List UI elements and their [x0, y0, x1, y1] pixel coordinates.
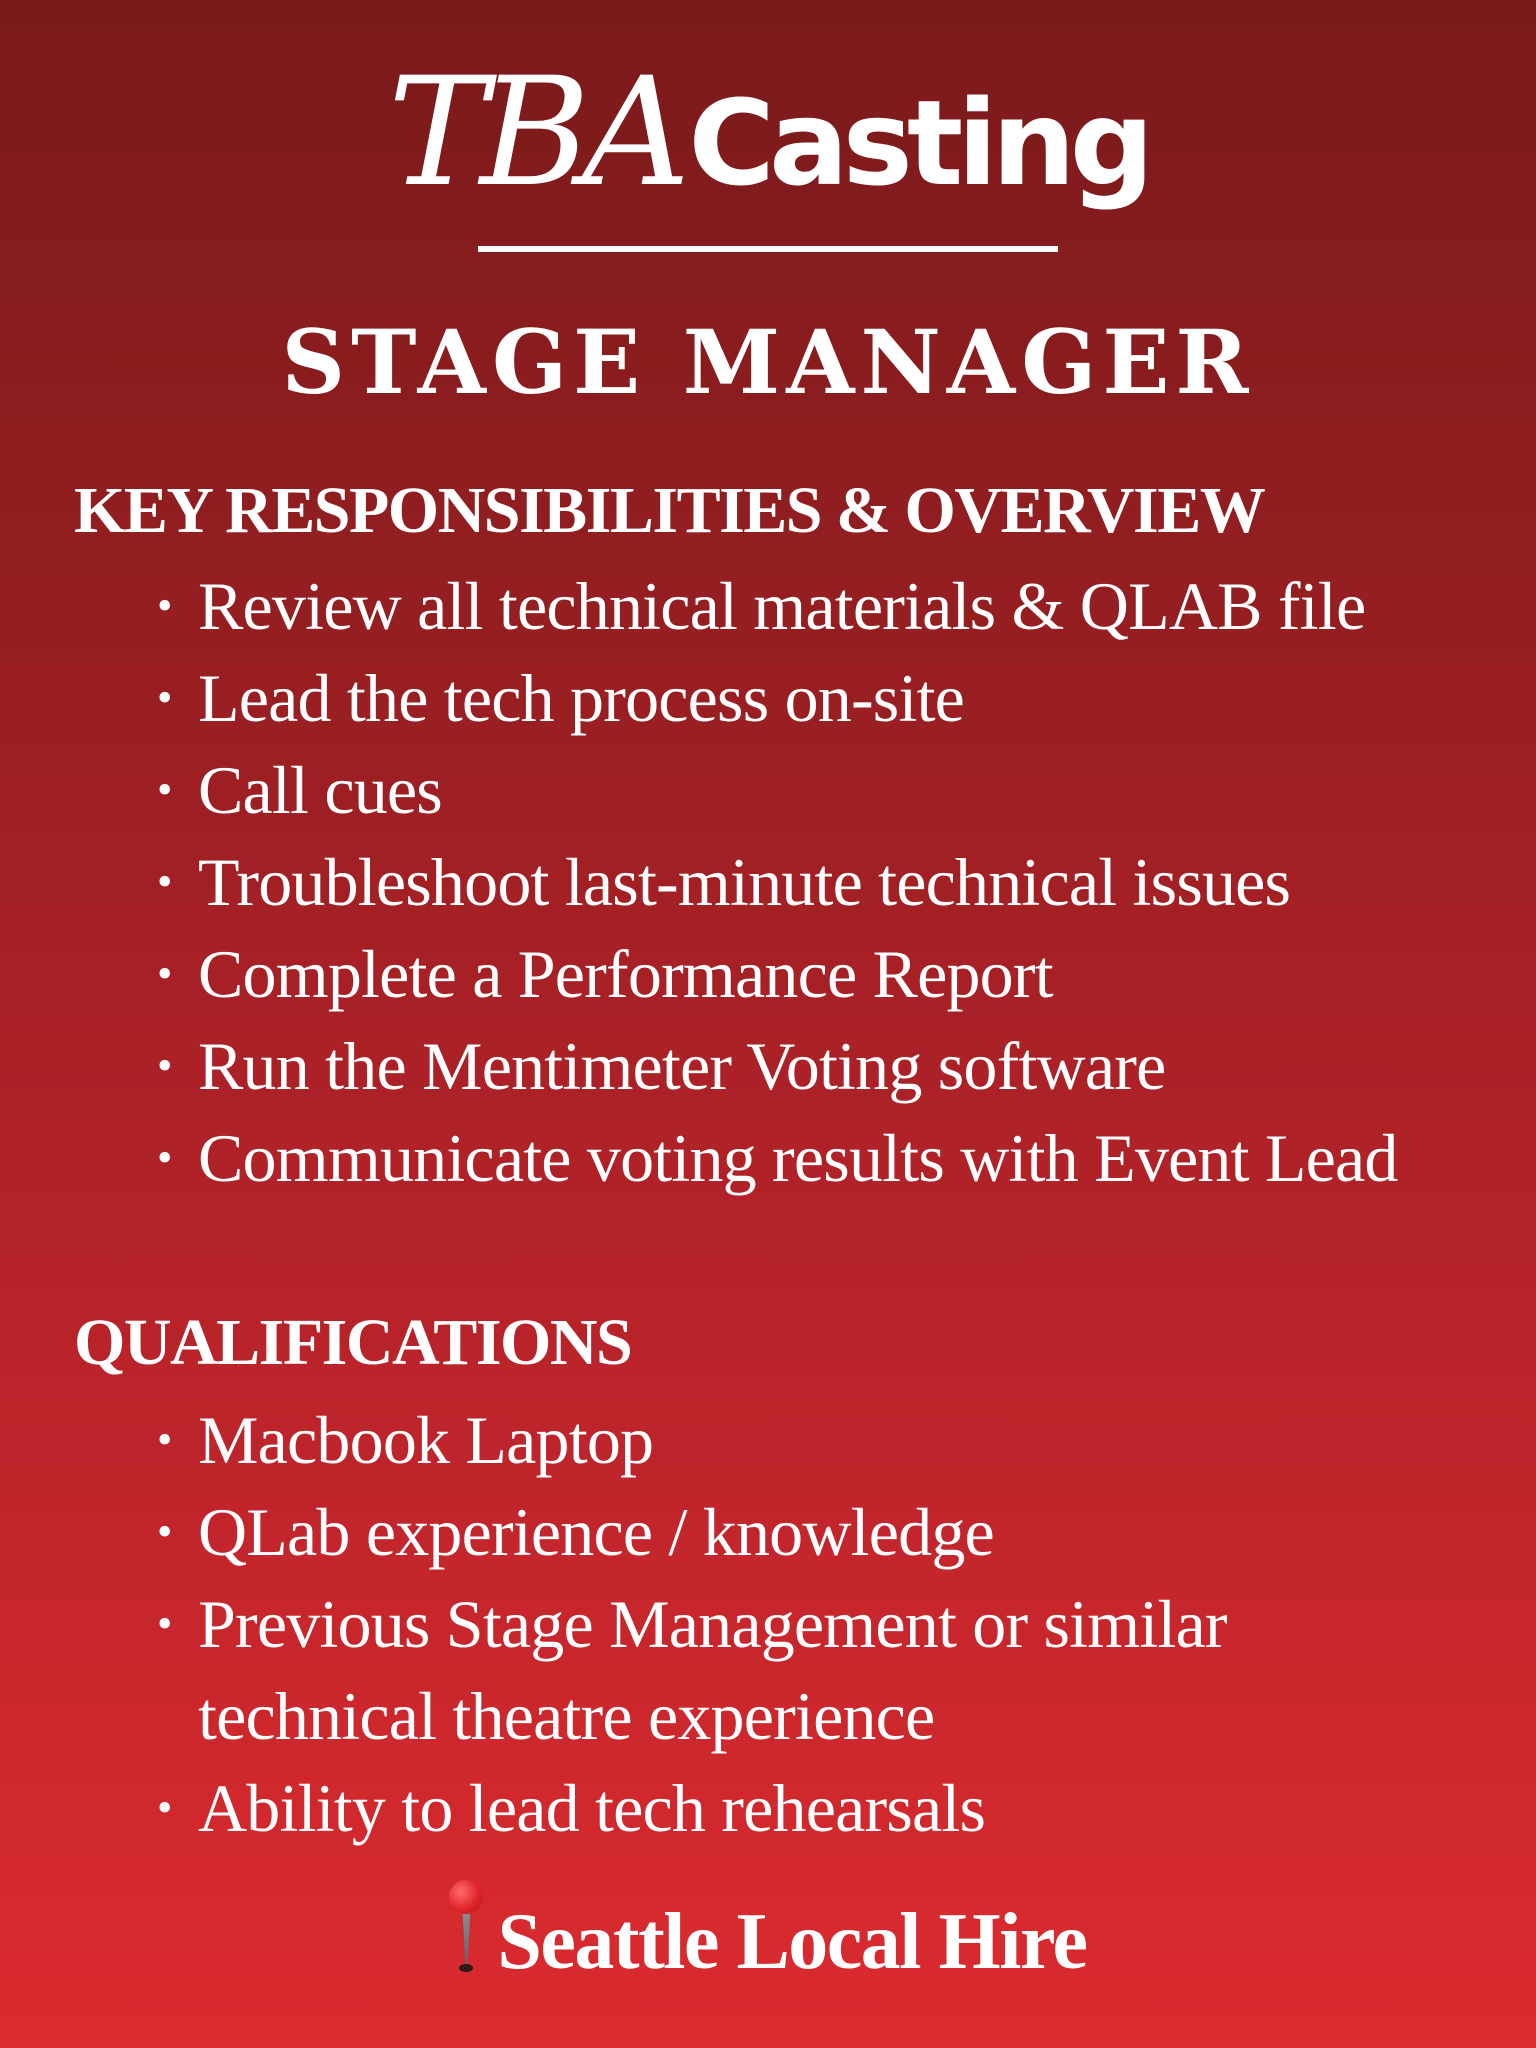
- list-item-continuation: [0, 1670, 1536, 1762]
- bullet-icon: •: [157, 1599, 172, 1648]
- list-item-text: Macbook Laptop: [198, 1402, 654, 1478]
- list-item-text: Previous Stage Management or similar: [198, 1586, 1227, 1662]
- list-item: [0, 1486, 1536, 1578]
- bullet-icon: •: [157, 581, 172, 630]
- list-item-text: Call cues: [198, 752, 442, 828]
- bullet-icon: •: [157, 1415, 172, 1464]
- bullet-icon: •: [157, 1133, 172, 1182]
- list-item-text: Troubleshoot last-minute technical issues: [198, 844, 1291, 920]
- bullet-icon: •: [157, 1507, 172, 1556]
- list-item: [0, 652, 1536, 744]
- brand-logo: [0, 46, 1536, 220]
- job-title: STAGE MANAGER: [281, 310, 1255, 414]
- location-label: Seattle Local Hire: [497, 1898, 1087, 1986]
- logo-divider: [478, 246, 1058, 252]
- list-item: [0, 1394, 1536, 1486]
- list-item: [0, 836, 1536, 928]
- bullet-icon: •: [157, 673, 172, 722]
- qualifications-heading: QUALIFICATIONS: [74, 1306, 632, 1379]
- list-item-text: Ability to lead tech rehearsals: [198, 1770, 986, 1846]
- list-item: [0, 1578, 1536, 1670]
- bullet-icon: •: [157, 949, 172, 998]
- list-item-text: Communicate voting results with Event Lead: [198, 1120, 1398, 1196]
- bullet-icon: •: [157, 1041, 172, 1090]
- responsibilities-heading: KEY RESPONSIBILITIES & OVERVIEW: [74, 474, 1265, 547]
- list-item: [0, 928, 1536, 1020]
- bullet-icon: •: [157, 1783, 172, 1832]
- list-item-text: Complete a Performance Report: [198, 936, 1053, 1012]
- list-item-text: QLab experience / knowledge: [198, 1494, 994, 1570]
- list-item-text: Review all technical materials & QLAB file: [198, 568, 1366, 644]
- location-footer: [0, 1880, 1536, 1986]
- brand-logo-casting: Casting: [688, 74, 1149, 212]
- map-pin-icon: [449, 1880, 483, 1974]
- list-item-text: technical theatre experience: [198, 1678, 935, 1754]
- list-item: [0, 1020, 1536, 1112]
- list-item-text: Run the Mentimeter Voting software: [198, 1028, 1166, 1104]
- brand-logo-tba: TBA: [387, 46, 683, 220]
- list-item-text: Lead the tech process on-site: [198, 660, 965, 736]
- bullet-icon: •: [157, 765, 172, 814]
- list-item: [0, 560, 1536, 652]
- list-item: [0, 1762, 1536, 1854]
- bullet-icon: •: [157, 857, 172, 906]
- qualifications-list: [0, 1394, 1536, 1854]
- list-item: [0, 1112, 1536, 1204]
- list-item: [0, 744, 1536, 836]
- responsibilities-list: [0, 560, 1536, 1204]
